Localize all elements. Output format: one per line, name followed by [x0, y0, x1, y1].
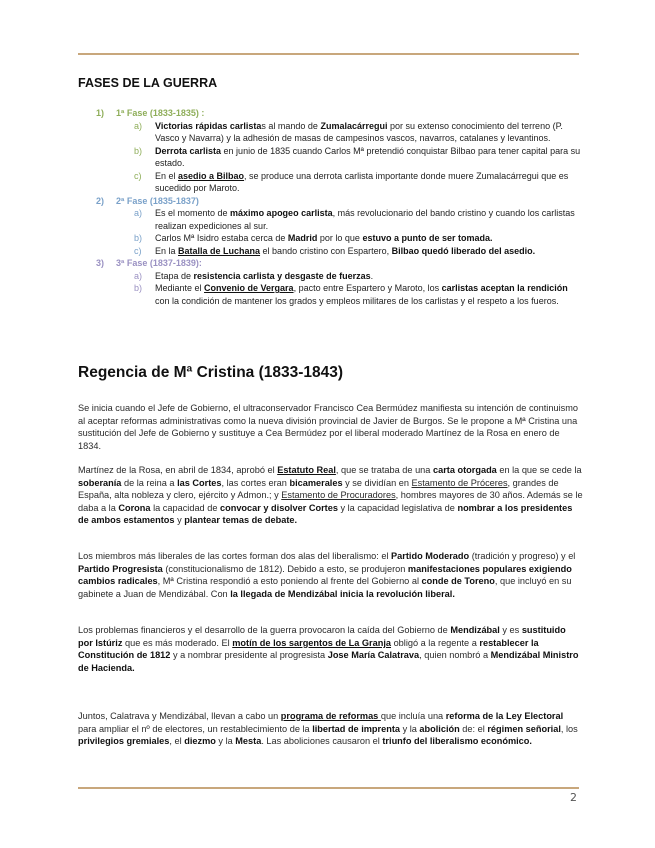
text: Es el momento de — [155, 208, 231, 218]
bold-text: Mendizábal Ministro de Hacienda. — [78, 650, 579, 673]
text: Martínez de la Rosa, en abril de 1834, aprobó el — [78, 465, 278, 475]
phase-number: 3) — [96, 258, 105, 268]
bold-text: Convenio de Vergara — [204, 283, 294, 293]
item-letter: b) — [134, 233, 143, 243]
phase-title: 2ª Fase (1835-1837) — [116, 195, 199, 206]
list-item — [78, 120, 583, 145]
text: s al mando de — [261, 120, 321, 131]
text: y la — [400, 723, 420, 734]
bold-text: la llegada de Mendizábal inicia la revolución liberal. — [230, 588, 455, 599]
phase-list — [78, 107, 583, 307]
page-number: 2 — [570, 791, 577, 804]
text: , que se trataba de una — [335, 465, 433, 475]
text: , más revolucionario del bando cristino y cuando los carlistas realizan expediciones al sur. — [155, 208, 575, 231]
text: Mediante el — [155, 283, 205, 293]
text: Carlos Mª Isidro estaba cerca de — [155, 233, 288, 243]
bold-text: Jose María Calatrava — [327, 650, 420, 661]
text: (constitucionalismo de 1812). Debido a esto, se produjeron — [162, 563, 408, 574]
bold-text: nombrar a los presidentes de ambos estamentos — [78, 502, 573, 526]
text: de la reina a — [121, 477, 178, 488]
text: (tradición y progreso) y el — [469, 551, 576, 561]
text: y se dividían en — [342, 477, 412, 488]
list-item — [78, 270, 583, 283]
bold-text: máximo apogeo carlista — [230, 208, 333, 218]
list-item — [78, 245, 583, 258]
text: , Mª Cristina respondió a esto poniendo al frente del Gobierno al — [157, 576, 422, 587]
bold-text: régimen señorial — [487, 723, 561, 734]
text: de: el — [459, 723, 488, 734]
bold-text: Derrota carlista — [155, 145, 222, 156]
text: Juntos, Calatrava y Mendizábal, llevan a cabo un — [78, 711, 281, 721]
paragraph-2 — [78, 464, 583, 527]
text: y a nombrar presidente al progresista — [170, 650, 328, 661]
text: para ampliar el nº de electores, un restablecimiento de la — [78, 723, 313, 734]
bold-text: resistencia carlista y desgaste de fuerzas — [193, 270, 371, 281]
list-item — [78, 207, 583, 232]
text: y la capacidad legislativa de — [337, 502, 458, 513]
bold-text: soberanía — [78, 477, 122, 488]
text: que es más moderado. El — [122, 637, 233, 648]
bold-text: Batalla de Luchana — [178, 245, 261, 256]
text: por lo que — [317, 233, 363, 243]
bold-text: plantear temas de debate. — [184, 515, 298, 526]
header-rule — [78, 53, 579, 55]
bold-text: Mendizábal — [450, 625, 500, 635]
underlined-text: Estamento de Próceres — [411, 477, 508, 488]
list-item — [78, 145, 583, 170]
text: en la que se cede la — [496, 465, 582, 475]
text: Etapa de — [155, 270, 194, 281]
phase-title: 1ª Fase (1833-1835) : — [116, 108, 205, 118]
bold-text: diezmo — [184, 736, 216, 747]
text: . Las aboliciones causaron el — [261, 736, 383, 747]
bold-text: motín de los sargentos de La Granja — [232, 637, 392, 648]
text: y la — [215, 736, 236, 747]
bold-text: Bilbao quedó liberado del asedio. — [391, 245, 536, 256]
text: con la condición de mantener los grados y empleos militares de los carlistas y el respeto a los fueros. — [155, 295, 559, 306]
bold-text: Victorias rápidas carlista — [155, 120, 262, 131]
bold-text: Corona — [118, 502, 151, 513]
text: En el — [155, 170, 179, 181]
phase-1 — [78, 107, 583, 195]
bold-text: conde de Toreno — [421, 576, 495, 587]
bold-text: manifestaciones populares exigiendo cambios radicales — [78, 563, 572, 587]
bold-text: Zumalacárregui — [320, 120, 388, 131]
item-letter: a) — [134, 270, 143, 281]
text: que incluía una — [380, 711, 446, 721]
text: y — [174, 515, 185, 526]
item-letter: c) — [134, 245, 142, 256]
text: y es — [499, 625, 522, 635]
text: el bando cristino con Espartero, — [260, 245, 392, 256]
bold-text: reforma de la Ley Electoral — [445, 711, 564, 721]
bold-text: bicamerales — [289, 477, 343, 488]
text: Los miembros más liberales de las cortes forman dos alas del liberalismo: el — [78, 551, 392, 561]
section-title: FASES DE LA GUERRA — [78, 76, 218, 90]
bold-text: Madrid — [287, 233, 318, 243]
text: , los — [560, 723, 578, 734]
text: , hombres mayores de 30 años. Además se le daba a la — [78, 490, 583, 513]
text: , el — [169, 736, 185, 747]
bold-text: carta otorgada — [432, 465, 497, 475]
text: En la — [155, 245, 179, 256]
text: , quien nombró a — [419, 650, 491, 661]
paragraph-5 — [78, 710, 583, 748]
underlined-text: Estamento de Procuradores — [281, 490, 396, 501]
bold-text: asedio a Bilbao — [178, 170, 245, 181]
text: , que incluyó en su gabinete a Juan de Mendizábal. Con — [78, 576, 572, 599]
bold-text: Mesta — [235, 736, 262, 747]
bold-text: convocar y disolver Cortes — [219, 502, 338, 513]
paragraph-3 — [78, 550, 583, 600]
text: en junio de 1835 cuando Carlos Mª pretendió conquistar Bilbao para tener capital para su estado. — [155, 145, 581, 168]
bold-text: programa de reformas — [280, 711, 381, 721]
phase-3 — [78, 257, 583, 307]
item-letter: b) — [134, 283, 143, 293]
regency-title: Regencia de Mª Cristina (1833-1843) — [78, 364, 344, 381]
bold-text: las Cortes — [177, 477, 222, 488]
bold-text: Partido Moderado — [391, 551, 470, 561]
list-item — [78, 232, 583, 245]
phase-number: 1) — [96, 108, 105, 118]
text: por su extenso conocimiento del terreno (P. Vasco y Navarra) y la adhesión de masas de campesinos vascos, navarros, catalanes y levantinos. — [155, 120, 563, 143]
text: . — [370, 270, 374, 281]
paragraph-4 — [78, 624, 583, 674]
bold-text: carlistas aceptan la rendición — [441, 283, 568, 293]
item-letter: c) — [134, 170, 142, 181]
text: obligó a la regente a — [391, 637, 480, 648]
text: , se produce una derrota carlista importante donde muere Zumalacárregui que es sucedido por Maroto. — [155, 170, 569, 193]
bold-text: Estatuto Real — [277, 465, 336, 475]
phase-2 — [78, 195, 583, 258]
text: , las cortes eran — [221, 477, 290, 488]
text: , grandes de España, alta nobleza y clero, ejército y Admon.; y — [78, 477, 559, 501]
bold-text: restablecer la Constitución de 1812 — [78, 637, 539, 661]
bold-text: sustituido por Istúriz — [78, 625, 566, 648]
bold-text: estuvo a punto de ser tomada. — [362, 233, 493, 243]
text: la capacidad de — [150, 502, 220, 513]
footer-rule — [78, 787, 579, 789]
bold-text: Partido Progresista — [78, 563, 163, 574]
item-letter: b) — [134, 145, 143, 156]
bold-text: libertad de imprenta — [312, 723, 401, 734]
list-item — [78, 282, 583, 307]
text: Los problemas financieros y el desarrollo de la guerra provocaron la caída del Gobierno de — [78, 625, 451, 635]
list-item — [78, 170, 583, 195]
bold-text: abolición — [419, 723, 460, 734]
bold-text: privilegios gremiales — [78, 736, 170, 747]
phase-title: 3ª Fase (1837-1839): — [116, 258, 202, 268]
item-letter: a) — [134, 120, 143, 131]
text: , pacto entre Espartero y Maroto, los — [293, 283, 442, 293]
item-letter: a) — [134, 208, 143, 218]
paragraph-1: Se inicia cuando el Jefe de Gobierno, el ultraconservador Francisco Cea Bermúdez manifiesta su intención de continuismo al aceptar reformas administrativas como la nueva división provincial de Javier de Burgos. Se le propone a Mª Cristina una sustitución del Jefe de Gobierno y sustituye a Cea Bermúdez por el liberal moderado Martínez de la Rosa en enero de 1834. — [78, 403, 578, 451]
phase-number: 2) — [96, 195, 105, 206]
bold-text: triunfo del liberalismo económico. — [382, 736, 532, 747]
